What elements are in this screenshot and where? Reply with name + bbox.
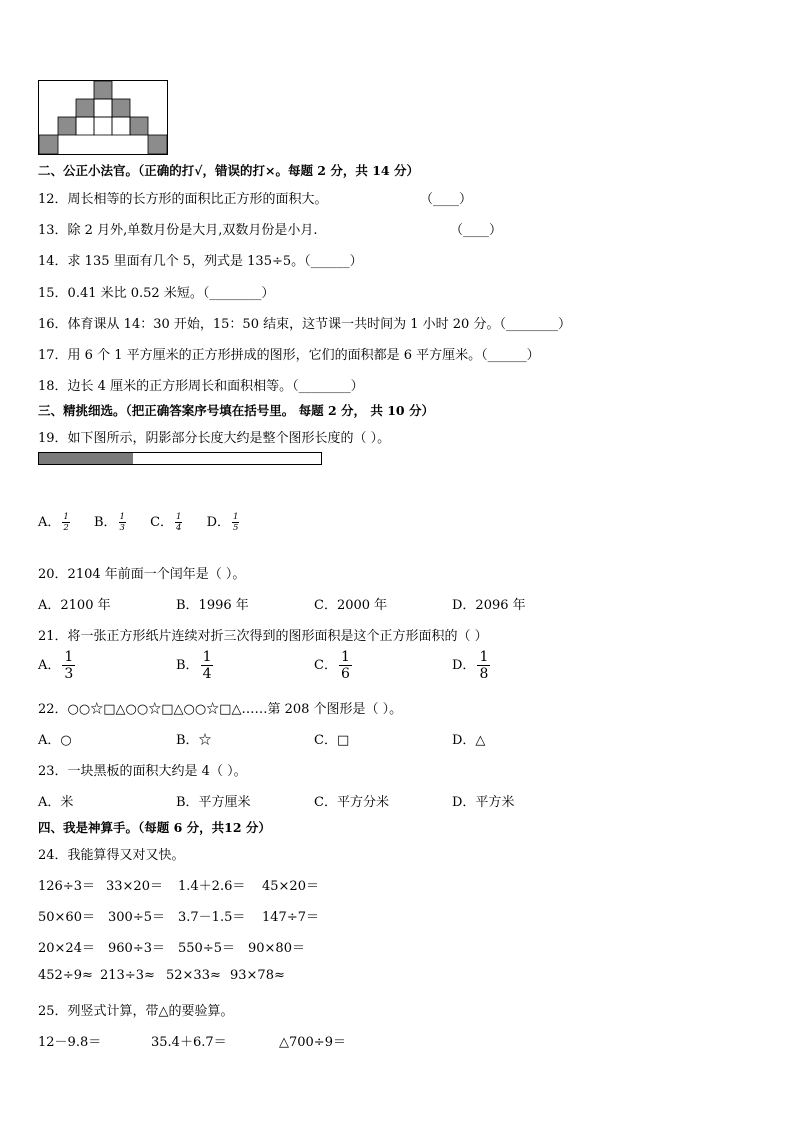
option-22-c[interactable]: C．□ (314, 733, 350, 748)
section-title-judge: 二、公正小法官。（正确的打√，错误的打×。每题 2 分，共 14 分） (38, 163, 419, 178)
answer-paren-17[interactable]: （______） (481, 348, 540, 363)
option-19-a[interactable]: A． $\frac{1}{2}$ (38, 511, 69, 533)
answer-paren-18[interactable]: （________） (292, 379, 364, 394)
shaded-square (112, 99, 130, 117)
option-21-a[interactable]: A． $\frac{1}{3}$ (38, 649, 74, 682)
question-14: 14．求 135 里面有几个 5，列式是 135÷5。（______） (38, 254, 363, 269)
options-20 (38, 594, 590, 613)
question-18: 18．边长 4 厘米的正方形周长和面积相等。（________） (38, 379, 364, 394)
shaded-square (94, 81, 112, 99)
shaded-square (58, 117, 76, 135)
option-19-d[interactable]: D． $\frac{1}{5}$ (206, 511, 239, 533)
question-12: 12．周长相等的长方形的面积比正方形的面积大。 (38, 192, 328, 207)
question-24: 24．我能算得又对又快。 (38, 848, 185, 863)
option-23-d[interactable]: D．平方米 (452, 795, 515, 810)
calc-item: 452÷9≈ (38, 968, 93, 983)
options-19 (38, 511, 239, 533)
vertical-calc-row (38, 1031, 346, 1050)
question-19: 19．如下图所示，阴影部分长度大约是整个图形长度的（ ）。 (38, 431, 391, 446)
calc-row-1 (38, 875, 319, 894)
option-22-a[interactable]: A．○ (38, 733, 72, 748)
calc-item: 90×80＝ (248, 941, 305, 956)
question-13: 13．除 2 月外,单数月份是大月,双数月份是小月. (38, 223, 318, 238)
calc-item: 50×60＝ (38, 910, 95, 925)
calc-item: △700÷9＝ (279, 1035, 346, 1050)
question-17: 17．用 6 个 1 平方厘米的正方形拼成的图形，它们的面积都是 6 平方厘米。（______） (38, 348, 540, 363)
calc-item: 3.7－1.5＝ (178, 910, 246, 925)
question-15: 15．0.41 米比 0.52 米短。（________） (38, 286, 275, 301)
staircase-figure (38, 80, 168, 155)
option-21-b[interactable]: B． $\frac{1}{4}$ (176, 649, 212, 682)
question-25: 25．列竖式计算，带△的要验算。 (38, 1004, 234, 1019)
question-22: 22．○○☆□△○○☆□△○○☆□△……第 208 个图形是（ ）。 (38, 702, 403, 717)
option-20-a[interactable]: A．2100 年 (38, 598, 111, 613)
option-20-d[interactable]: D．2096 年 (452, 598, 526, 613)
calc-item: 52×33≈ (166, 968, 221, 983)
option-23-c[interactable]: C．平方分米 (314, 795, 389, 810)
option-20-b[interactable]: B．1996 年 (176, 598, 249, 613)
question-20: 20．2104 年前面一个闰年是（ ）。 (38, 567, 246, 582)
option-19-b[interactable]: B． $\frac{1}{3}$ (93, 511, 125, 533)
answer-paren-14[interactable]: （______） (304, 254, 363, 269)
calc-item: 20×24＝ (38, 941, 95, 956)
calc-row-4 (38, 968, 285, 983)
calc-item: 35.4＋6.7＝ (151, 1035, 227, 1050)
shaded-portion (39, 453, 133, 464)
calc-item: 1.4＋2.6＝ (178, 879, 246, 894)
calc-item: 45×20＝ (262, 879, 319, 894)
calc-item: 12－9.8＝ (38, 1035, 102, 1050)
answer-paren-12[interactable]: （____） (420, 192, 473, 207)
shaded-square (76, 99, 94, 117)
calc-item: 126÷3＝ (38, 879, 95, 894)
shaded-square (148, 135, 167, 154)
option-21-d[interactable]: D． $\frac{1}{8}$ (452, 649, 489, 682)
options-21 (38, 650, 590, 681)
option-22-b[interactable]: B．☆ (176, 733, 212, 748)
calc-item: 33×20＝ (106, 879, 163, 894)
option-20-c[interactable]: C．2000 年 (314, 598, 388, 613)
calc-item: 960÷3＝ (108, 941, 165, 956)
calc-item: 147÷7＝ (262, 910, 319, 925)
option-21-c[interactable]: C． $\frac{1}{6}$ (314, 649, 350, 682)
calc-row-3 (38, 937, 305, 956)
option-23-b[interactable]: B．平方厘米 (176, 795, 251, 810)
question-23: 23．一块黑板的面积大约是 4（ ）。 (38, 764, 247, 779)
calc-item: 300÷5＝ (108, 910, 165, 925)
calc-item: 213÷3≈ (100, 968, 155, 983)
answer-paren-13[interactable]: （____） (450, 223, 503, 238)
option-19-c[interactable]: C． $\frac{1}{4}$ (150, 511, 182, 533)
shaded-square (130, 117, 148, 135)
answer-paren-15[interactable]: （________） (202, 286, 275, 301)
options-23 (38, 791, 590, 810)
length-bar-figure (38, 452, 322, 465)
option-22-d[interactable]: D．△ (452, 733, 486, 748)
section-title-choice: 三、精挑细选。（把正确答案序号填在括号里。 每题 2 分， 共 10 分） (38, 403, 434, 418)
answer-paren-16[interactable]: （________） (499, 317, 571, 332)
calc-item: 550÷5＝ (178, 941, 235, 956)
section-title-calc: 四、我是神算手。（每题 6 分，共12 分） (38, 820, 271, 835)
options-22 (38, 729, 590, 748)
question-16: 16．体育课从 14：30 开始，15：50 结束，这节课一共时间为 1 小时 20 分。（________） (38, 317, 571, 332)
calc-item: 93×78≈ (230, 968, 285, 983)
shaded-square (39, 135, 58, 154)
question-21: 21．将一张正方形纸片连续对折三次得到的图形面积是这个正方形面积的（ ） (38, 629, 488, 644)
calc-row-2 (38, 906, 319, 925)
option-23-a[interactable]: A．米 (38, 795, 74, 810)
